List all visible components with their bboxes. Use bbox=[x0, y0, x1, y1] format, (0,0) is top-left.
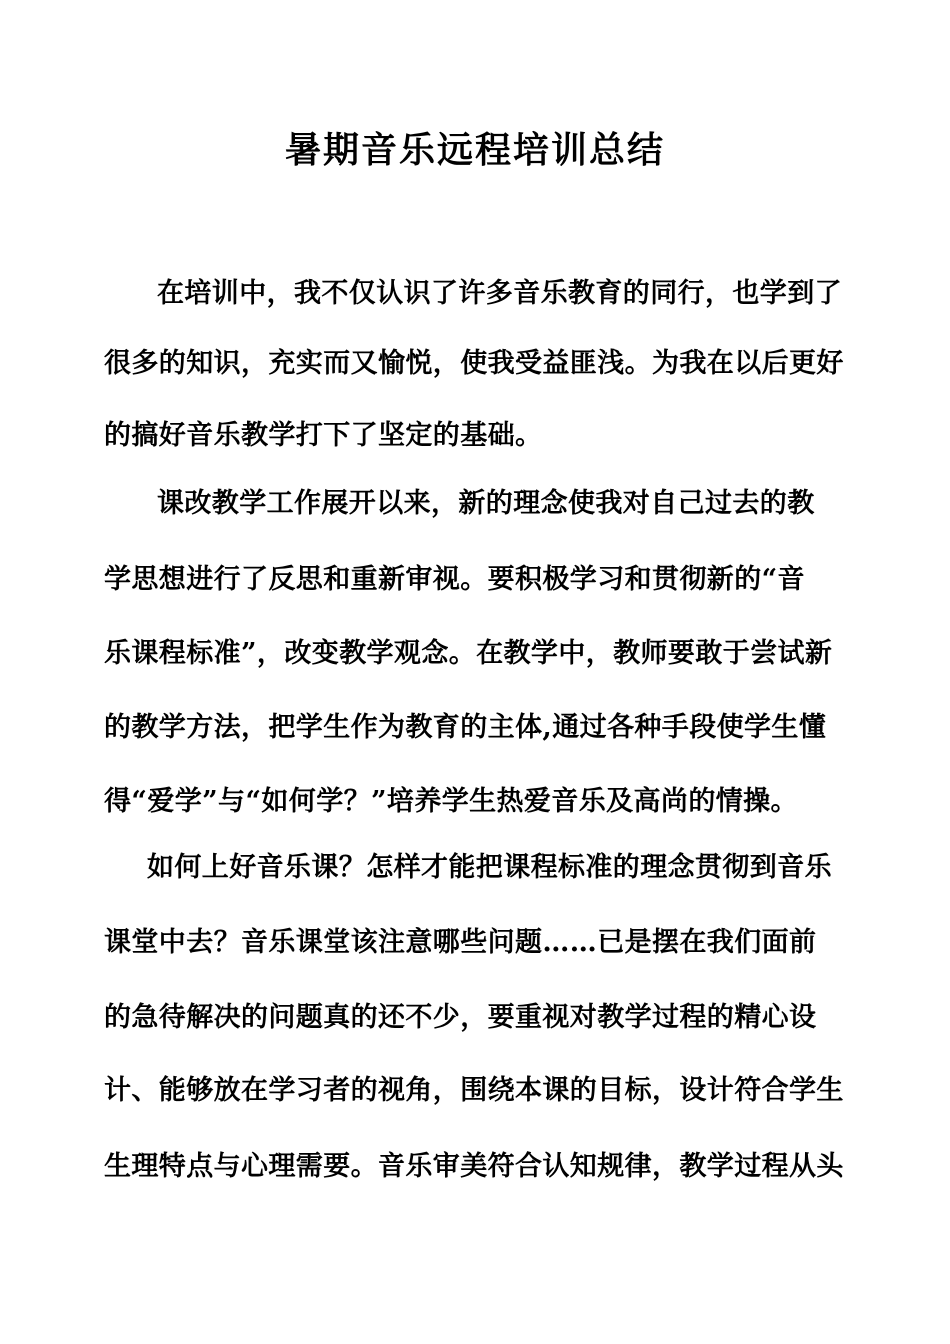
paragraph-line: 乐课程标准”，改变教学观念。在教学中，教师要敢于尝试新 bbox=[104, 638, 833, 669]
paragraph-line: 如何上好音乐课？怎样才能把课程标准的理念贯彻到音乐 bbox=[147, 852, 832, 883]
paragraph-line: 在培训中，我不仅认识了许多音乐教育的同行，也学到了 bbox=[157, 278, 842, 309]
paragraph-line: 很多的知识，充实而又愉悦，使我受益匪浅。为我在以后更好 bbox=[104, 348, 844, 379]
document-title: 暑期音乐远程培训总结 bbox=[284, 129, 665, 171]
paragraph-line: 学思想进行了反思和重新审视。要积极学习和贯彻新的“音 bbox=[104, 564, 805, 595]
paragraph-line: 生理特点与心理需要。音乐审美符合认知规律，教学过程从头 bbox=[104, 1151, 844, 1182]
paragraph-line: 的教学方法，把学生作为教育的主体,通过各种手段使学生懂 bbox=[104, 712, 827, 743]
paragraph-line: 得“爱学”与“如何学？”培养学生热爱音乐及高尚的情操。 bbox=[104, 786, 798, 817]
paragraph-line: 计、能够放在学习者的视角，围绕本课的目标，设计符合学生 bbox=[104, 1075, 844, 1106]
paragraph-line: 课改教学工作展开以来，新的理念使我对自己过去的教 bbox=[157, 488, 815, 519]
paragraph-line: 的急待解决的问题真的还不少，要重视对教学过程的精心设 bbox=[104, 1002, 817, 1033]
paragraph-line: 的搞好音乐教学打下了坚定的基础。 bbox=[104, 420, 543, 451]
paragraph-line: 课堂中去？音乐课堂该注意哪些问题……已是摆在我们面前 bbox=[104, 927, 817, 958]
